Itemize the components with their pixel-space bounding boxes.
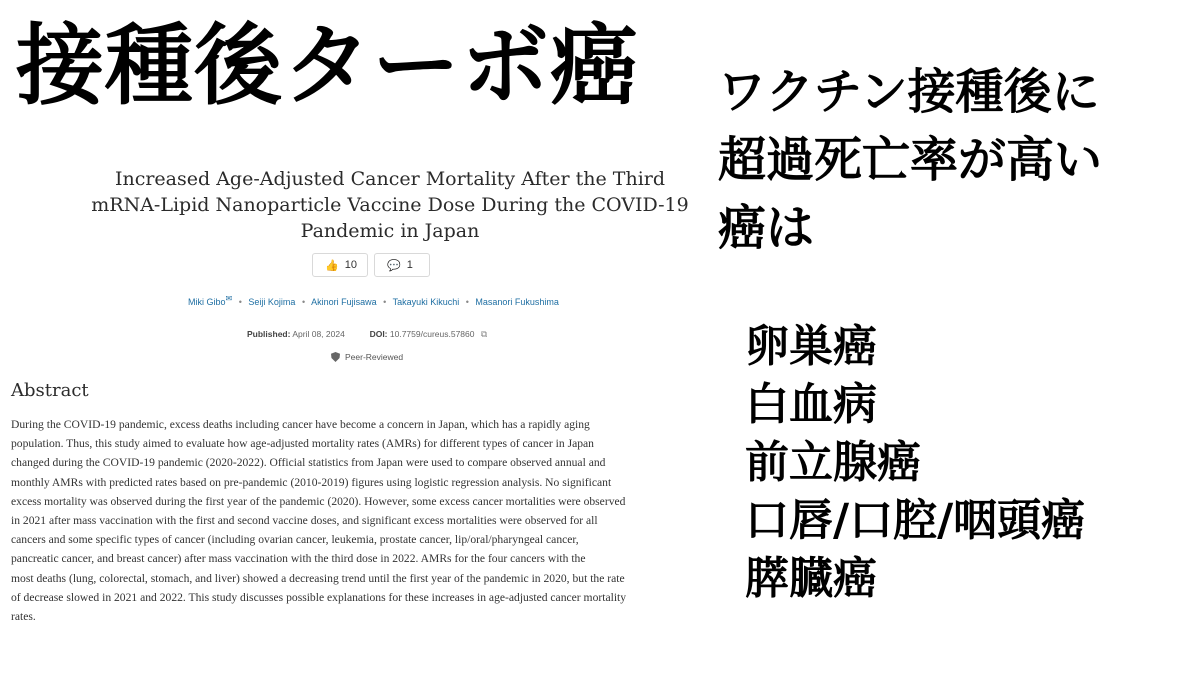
- abstract-line: cancers and some specific types of cancer (including ovarian cancer, leukemia, prostate cancer, lip/oral/pharyngeal cancer,: [11, 533, 579, 547]
- publication-info: [247, 329, 487, 340]
- abstract-line: excess mortality was observed during the first year of the pandemic (2020). However, some excess cancer mortalities were observed: [11, 494, 626, 508]
- comment-icon: 💬: [387, 259, 401, 272]
- abstract-line: in 2021 after mass vaccination with the first and second vaccine doses, and significant excess mortalities were observed for all: [11, 514, 598, 528]
- peer-reviewed-label: Peer-Reviewed: [345, 352, 404, 362]
- published-label: Published:: [247, 329, 291, 339]
- author-link[interactable]: Akinori Fujisawa: [311, 297, 377, 307]
- paper-title-line: Pandemic in Japan: [300, 220, 480, 242]
- abstract-line: During the COVID-19 pandemic, excess deaths including cancer have become a concern in Japan, which has a rapidly aging: [11, 418, 590, 431]
- right-heading-line: 超過死亡率が高い: [718, 132, 1103, 188]
- cancer-list-item: 白血病: [745, 379, 877, 430]
- metrics-bar: [312, 253, 430, 277]
- paper-title-line: Increased Age-Adjusted Cancer Mortality After the Third: [114, 168, 666, 190]
- like-count: 10: [344, 259, 357, 271]
- author-list: [188, 294, 559, 307]
- copy-icon[interactable]: ⧉: [480, 329, 488, 339]
- headline: 接種後ターボ癌: [16, 14, 640, 117]
- abstract-line: pancreatic cancer, and breast cancer) after mass vaccination with the third dose in 2022. AMRs for the four cancers with the: [11, 552, 586, 566]
- paper-title-line: mRNA-Lipid Nanoparticle Vaccine Dose During the COVID-19: [91, 194, 689, 216]
- abstract-line: rates.: [11, 610, 36, 624]
- abstract-line: of decrease slowed in 2021 and 2022. This study discusses possible explanations for these increases in age-adjusted cancer mortality: [11, 590, 627, 604]
- shield-icon: [331, 352, 340, 362]
- comment-button[interactable]: [374, 253, 430, 277]
- abstract-line: most deaths (lung, colorectal, stomach, and liver) showed a decreasing trend until the first year of the pandemic in 2020, but the rate: [11, 571, 625, 585]
- paper-title: [60, 166, 720, 244]
- abstract-line: changed during the COVID-19 pandemic (2020-2022). Official statistics from Japan were used to compare observed annual and: [11, 456, 606, 470]
- like-button[interactable]: [312, 253, 368, 277]
- right-heading: [718, 58, 1188, 262]
- mail-icon[interactable]: ✉: [225, 294, 233, 303]
- abstract-line: population. Thus, this study aimed to evaluate how age-adjusted mortality rates (AMRs) for different types of cancer in Japan: [11, 437, 594, 451]
- cancer-list: [745, 318, 1195, 608]
- author-separator: •: [238, 297, 242, 307]
- cancer-list-item: 膵臓癌: [745, 553, 877, 604]
- published-date: April 08, 2024: [292, 329, 345, 339]
- author-separator: •: [465, 297, 469, 307]
- right-heading-line: 癌は: [718, 200, 815, 256]
- author-link[interactable]: Miki Gibo: [188, 297, 226, 307]
- cancer-list-item: 口唇/口腔/咽頭癌: [745, 495, 1086, 546]
- author-link[interactable]: Masanori Fukushima: [475, 297, 559, 307]
- doi-value[interactable]: 10.7759/cureus.57860: [389, 329, 475, 339]
- abstract-heading: Abstract: [11, 380, 89, 401]
- cancer-list-item: 卵巣癌: [745, 321, 877, 372]
- right-heading-line: ワクチン接種後に: [718, 64, 1100, 120]
- author-separator: •: [301, 297, 306, 307]
- doi-label: DOI:: [369, 329, 388, 339]
- author-link[interactable]: Takayuki Kikuchi: [392, 297, 460, 307]
- author-separator: •: [383, 297, 387, 307]
- abstract-body: [11, 415, 723, 626]
- comment-count: 1: [406, 259, 413, 271]
- abstract-line: monthly AMRs with predicted rates based on pre-pandemic (2010-2019) figures using logistic regression analysis. No significant: [11, 475, 612, 489]
- author-link[interactable]: Seiji Kojima: [248, 297, 296, 307]
- like-icon: 👍: [325, 259, 339, 272]
- cancer-list-item: 前立腺癌: [745, 437, 921, 488]
- peer-reviewed-badge: [331, 352, 403, 362]
